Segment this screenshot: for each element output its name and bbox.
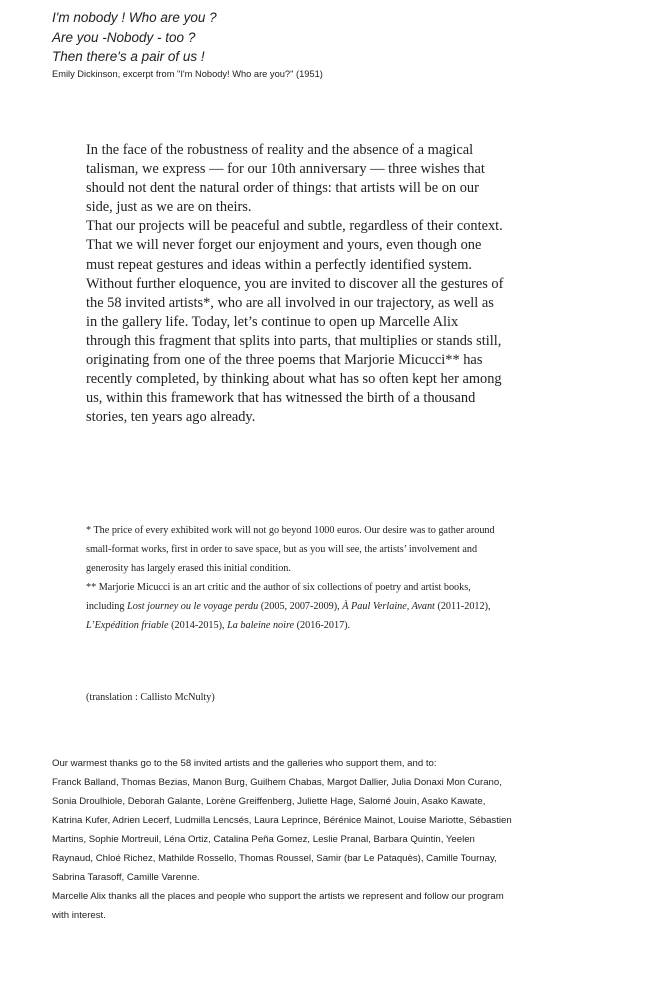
thanks-names: Franck Balland, Thomas Bezias, Manon Burg, Guilhem Chabas, Margot Dallier, Julia Donaxi Mon Curano, Sonia Droulhiole, Deborah Galante, Lorène Greiffenberg, Juliette Hage, Salomé Jouin, Asako Kawate, Katrina Kufer, Adrien Lecerf, Ludmilla Lencsés, Laura Leprince, Bérénice Mainot, Louise Mariotte, Sébastien Martins, Sophie Mortreuil, Léna Ortiz, Catalina Peña Gomez, Leslie Pranal, Barbara Quintin, Yeelen Raynaud, Chloé Richez, Mathilde Rossello, Thomas Roussel, Samir (bar Le Pataquès), Camille Tournay, Sabrina Tarasoff, Camille Varenne. <box>52 777 512 883</box>
book-title: La baleine noire <box>227 620 295 631</box>
thanks-intro: Our warmest thanks go to the 58 invited artists and the galleries who support them, and to: <box>52 758 437 769</box>
epigraph <box>52 8 612 81</box>
book-title: Lost journey ou le voyage perdu <box>127 601 259 612</box>
main-paragraph-1: In the face of the robustness of reality and the absence of a magical talisman, we express — for our 10th anniversary — three wishes that should not dent the natural order of things: that artists will be on our side, just as we are on theirs. <box>86 142 485 216</box>
footnotes <box>86 521 506 635</box>
thanks-closing: Marcelle Alix thanks all the places and people who support the artists we represent and follow our program with interest. <box>52 891 504 921</box>
epigraph-line-2: Are you -Nobody - too ? <box>52 29 196 45</box>
footnote-price: * The price of every exhibited work will not go beyond 1000 euros. Our desire was to gather around small-format works, first in order to save space, but as you will see, the artists’ involvement and generosity has largely erased this initial condition. <box>86 525 495 574</box>
main-paragraph-3: That we will never forget our enjoyment and yours, even though one must repeat gestures and ideas within a perfectly identified system. <box>86 237 482 273</box>
book-title: L’Expédition friable <box>86 620 169 631</box>
main-paragraph-2: That our projects will be peaceful and subtle, regardless of their context. <box>86 218 503 235</box>
book-years: (2005, 2007-2009), <box>258 601 343 612</box>
footnote-micucci <box>86 578 506 635</box>
main-paragraph-4: Without further eloquence, you are invited to discover all the gestures of the 58 invited artists*, who are all involved in our trajectory, as well as in the gallery life. Today, let’s continue to open up Marcelle Alix through this fragment that splits into parts, that multiplies or stands still, originating from one of the three poems that Marjorie Micucci** has recently completed, by thinking about what has so often kept her among us, within this framework that has witnessed the birth of a thousand stories, ten years ago already. <box>86 275 504 426</box>
epigraph-line-1: I'm nobody ! Who are you ? <box>52 10 217 25</box>
book-years: (2016-2017). <box>294 620 351 631</box>
book-years: (2014-2015), <box>168 620 228 631</box>
main-text <box>86 141 506 427</box>
thanks-section <box>52 754 512 925</box>
translation-credit: (translation : Callisto McNulty) <box>86 692 215 703</box>
epigraph-credit: Emily Dickinson, excerpt from "I'm Nobody! Who are you?" (1951) <box>52 68 323 79</box>
book-years: (2011-2012), <box>434 601 491 612</box>
epigraph-line-3: Then there's a pair of us ! <box>52 49 205 64</box>
book-title: À Paul Verlaine, Avant <box>342 601 435 612</box>
footnote-micucci-intro: ** Marjorie Micucci is an art critic and the author of six collections of poetry and artist books, including <box>86 582 471 612</box>
